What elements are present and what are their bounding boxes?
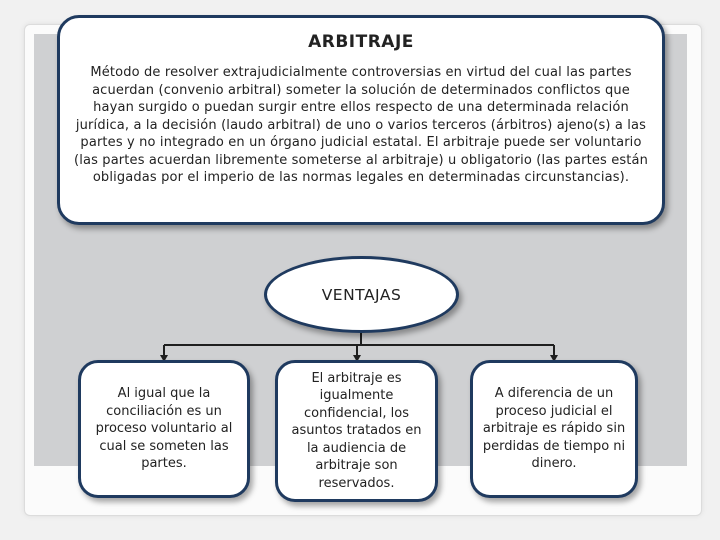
- diagram-title: ARBITRAJE: [308, 32, 414, 52]
- ventajas-label: VENTAJAS: [321, 285, 402, 304]
- ventaja-box-2: [275, 360, 438, 502]
- ventaja-box-3: [470, 360, 638, 498]
- definition-box: [57, 15, 665, 225]
- ventaja-text-1: Al igual que la conciliación es un proceso voluntario al cual se someten las partes.: [95, 386, 233, 472]
- ventaja-box-1: [78, 360, 250, 498]
- definition-text: Método de resolver extrajudicialmente controversias en virtud del cual las partes acuerdan (convenio arbitral) someter la solución de determinados conflictos que hayan surgido o puedan surgir entre ellos respecto de una determinada relación jurídica, a la decisión (laudo arbitral) de uno o varios terceros (árbitros) ajeno(s) a las partes y no integrado en un órgano judicial estatal. El arbitraje puede ser voluntario (las partes acuerdan libremente someterse al arbitraje) u obligatorio (las partes están obligadas por el imperio de las normas legales en determinadas circunstancias).: [73, 65, 649, 185]
- ventajas-node: [264, 256, 459, 333]
- ventaja-text-2: El arbitraje es igualmente confidencial, los asuntos tratados en la audiencia de arbitraje son reservados.: [291, 370, 422, 491]
- ventaja-text-3: A diferencia de un proceso judicial el arbitraje es rápido sin perdidas de tiempo ni dinero.: [482, 386, 626, 472]
